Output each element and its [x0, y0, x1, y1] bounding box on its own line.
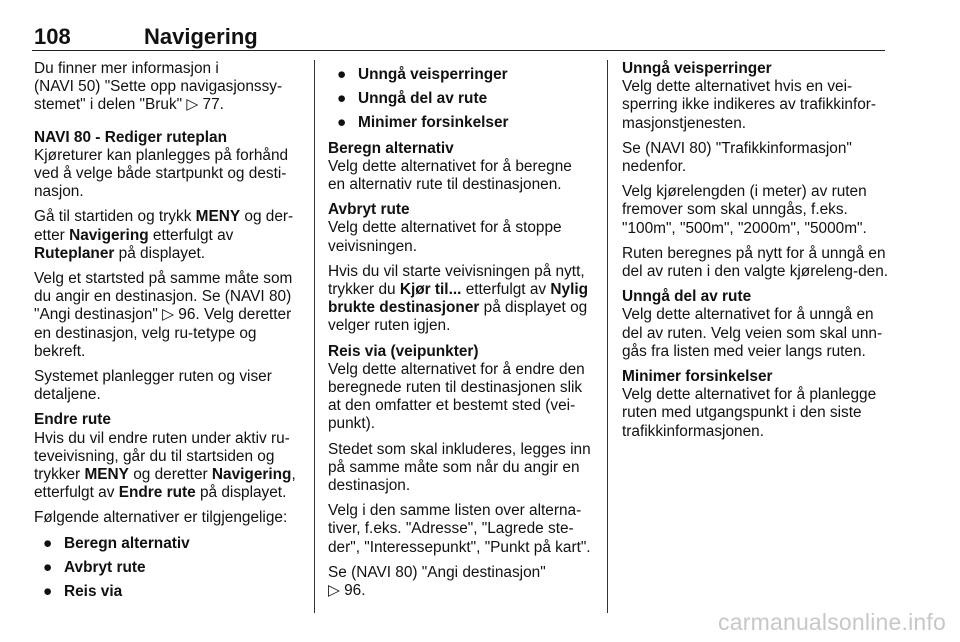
column-divider-2	[607, 60, 608, 613]
restart-text-b: etterfulgt av	[461, 281, 551, 299]
p2-meny: MENY	[195, 208, 241, 226]
options-intro: Følgende alternativer er tilgjengelige:	[34, 509, 288, 527]
stedet-paragraph: Stedet som skal inkluderes, legges inn på samme måte som når du angir en destinasjon.	[328, 440, 591, 495]
column-2	[328, 60, 592, 607]
navi80-heading: NAVI 80 - Rediger ruteplan	[34, 128, 227, 146]
list-item	[328, 90, 592, 108]
bullet-icon: ●	[337, 114, 347, 132]
options-list-1	[34, 535, 300, 602]
list-item	[328, 66, 592, 84]
page-title: Navigering	[144, 24, 258, 49]
column-1	[34, 60, 300, 608]
page-number: 108	[34, 24, 71, 49]
bullet-icon: ●	[337, 66, 347, 83]
beregn-heading: Beregn alternativ	[328, 139, 454, 157]
endre-meny: MENY	[84, 466, 129, 484]
reis-text: Velg dette alternativet for å endre den beregnede ruten til destinasjonen slik at den omfatter et bestemt sted (vei-punkt).	[328, 360, 585, 433]
unnga-heading: Unngå veisperringer	[622, 60, 772, 77]
intro-paragraph	[34, 60, 300, 115]
intro-line-1: Du finner mer informasjon i	[34, 60, 219, 77]
p2-text-c: etterfulgt av	[148, 226, 234, 244]
intro-line-2: (NAVI 50) "Sette opp navigasjonssy-stemet" i delen "Bruk"	[34, 78, 283, 114]
se-ref: 96.	[344, 582, 366, 600]
del-heading: Unngå del av rute	[622, 288, 752, 306]
p2-text-d: på displayet.	[114, 244, 206, 262]
restart-paragraph	[328, 263, 592, 336]
p2-navigering: Navigering	[69, 226, 149, 244]
list-item	[34, 535, 300, 553]
restart-text-a: Hvis du vil starte veivisningen på nytt, trykker du	[328, 262, 585, 299]
endre-navigering: Navigering	[211, 466, 292, 484]
beregn-section	[328, 140, 592, 195]
p2-text-b: og der-etter	[34, 208, 294, 244]
navi80-p4: Systemet planlegger ruten og viser detaljene.	[34, 368, 272, 404]
se-paragraph	[328, 564, 592, 600]
navi80-p2	[34, 208, 300, 263]
restart-kjor-til: Kjør til...	[399, 281, 462, 299]
list-item-label: Unngå veisperringer	[358, 66, 508, 83]
beregn-text: Velg dette alternativet for å beregne en alternativ rute til destinasjonen.	[328, 157, 572, 194]
endre-rute-bold: Endre rute	[118, 484, 196, 502]
reis-heading: Reis via (veipunkter)	[328, 342, 479, 360]
list-item-label: Beregn alternativ	[64, 534, 190, 552]
navi80-p1: Kjøreturer kan planlegges på forhånd ved å velge både startpunkt og desti-nasjon.	[34, 146, 289, 201]
bullet-icon: ●	[43, 534, 53, 552]
ref-arrow-icon: ▷	[186, 96, 199, 114]
watermark: carmanualsonline.info	[718, 609, 946, 635]
endre-section	[34, 411, 300, 502]
ref-arrow-icon: ▷	[328, 582, 340, 600]
endre-text-d: på displayet.	[195, 484, 287, 502]
bullet-icon: ●	[43, 558, 53, 576]
column-divider-1	[314, 60, 315, 613]
avbryt-text: Velg dette alternativet for å stoppe veivisningen.	[328, 219, 562, 255]
list-item	[34, 559, 300, 577]
min-section	[622, 368, 890, 441]
p3-text-a: Velg et startsted på samme måte som du angir en destinasjon. Se (NAVI 80) "Angi destinasjon"	[34, 270, 293, 324]
ref-arrow-icon: ▷	[162, 306, 174, 324]
lengde-paragraph: Velg kjørelengden (i meter) av ruten fremover som skal unngås, f.eks. "100m", "500m", "2000m", "5000m".	[622, 183, 867, 237]
avbryt-section	[328, 201, 592, 256]
endre-text-a: Hvis du vil endre ruten under aktiv ru-teveivisning, går du til startsiden og trykker	[34, 429, 290, 484]
del-text: Velg dette alternativet for å unngå en del av ruten. Velg veien som skal unn-gås fra listen med veier langs ruten.	[622, 306, 883, 360]
list-item	[328, 114, 592, 132]
p3-ref: 96.	[178, 306, 200, 324]
bullet-icon: ●	[337, 90, 347, 108]
list-item-label: Reis via	[64, 583, 123, 601]
ny-paragraph: Ruten beregnes på nytt for å unngå en del av ruten i den valgte kjøreleng-den.	[622, 244, 889, 281]
header-rule	[32, 50, 885, 51]
unnga-text: Velg dette alternativet hvis en vei-sperring ikke indikeres av trafikkinfor-masjonstjenesten.	[622, 78, 877, 132]
trafikk-paragraph: Se (NAVI 80) "Trafikkinformasjon" nedenfor.	[622, 139, 852, 176]
column-3	[622, 60, 890, 448]
del-section	[622, 288, 890, 361]
navi80-p3	[34, 270, 300, 361]
endre-heading: Endre rute	[34, 411, 111, 429]
min-text: Velg dette alternativet for å planlegge ruten med utgangspunkt i den siste trafikkinformasjonen.	[622, 386, 877, 440]
page-header	[32, 22, 885, 50]
endre-text-b: og deretter	[128, 466, 212, 484]
intro-ref: 77.	[202, 96, 224, 114]
restart-text-c: på displayet og velger ruten igjen.	[328, 299, 588, 335]
min-heading: Minimer forsinkelser	[622, 368, 773, 386]
restart-nylig: Nylig brukte destinasjoner	[328, 281, 589, 317]
list-item-label: Avbryt rute	[64, 558, 146, 576]
se-text: Se (NAVI 80) "Angi destinasjon"	[328, 563, 546, 581]
reis-section	[328, 343, 592, 434]
list-item-label: Unngå del av rute	[358, 90, 488, 108]
p2-text-a: Gå til startiden og trykk	[34, 208, 196, 226]
options-list-2	[328, 66, 592, 133]
unnga-section	[622, 60, 890, 133]
p2-ruteplaner: Ruteplaner	[34, 244, 115, 262]
endre-text-c: , etterfulgt av	[34, 466, 296, 502]
list-item-label: Minimer forsinkelser	[358, 114, 509, 132]
p3-text-b: Velg deretter en destinasjon, velg ru-tetype og bekreft.	[34, 306, 292, 360]
velg-paragraph: Velg i den samme listen over alterna-tiver, f.eks. "Adresse", "Lagrede ste-der", "Interessepunkt", "Punkt på kart".	[328, 502, 591, 556]
bullet-icon: ●	[43, 583, 53, 601]
navi80-section	[34, 129, 300, 202]
avbryt-heading: Avbryt rute	[328, 201, 410, 219]
list-item	[34, 583, 300, 601]
